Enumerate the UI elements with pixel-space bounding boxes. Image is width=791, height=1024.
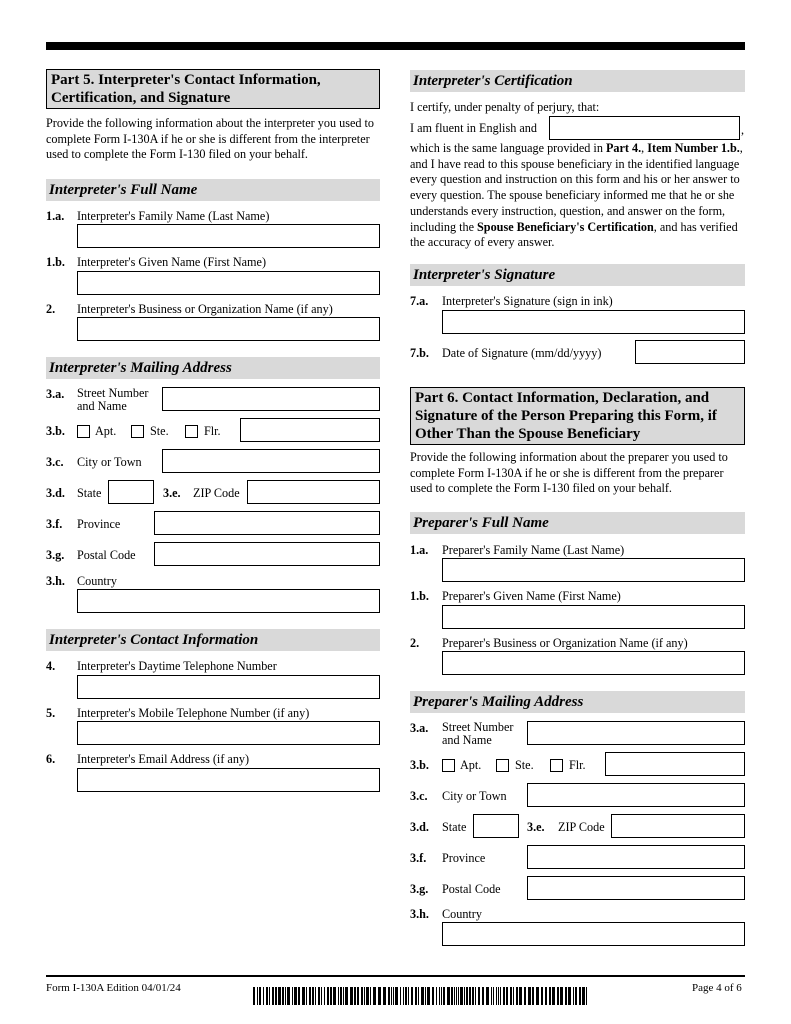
- q3c-number: 3.c.: [46, 455, 64, 469]
- barcode-bar: [568, 987, 571, 1005]
- top-rule: [46, 42, 745, 50]
- preparer-business-name-input[interactable]: [442, 651, 745, 675]
- barcode-bar: [425, 987, 426, 1005]
- barcode-bar: [361, 987, 363, 1005]
- p3h-label: Country: [442, 907, 482, 921]
- barcode-bar: [496, 987, 497, 1005]
- p1a-number: 1.a.: [410, 543, 429, 557]
- q7a-number: 7.a.: [410, 294, 429, 308]
- p3g-label: Postal Code: [442, 882, 501, 896]
- certification-paragraph: which is the same language provided in Part 4., Item Number 1.b., and I have read to this spouse beneficiary in the identified language every question and instruction on this form and his or her answer to every question. The spouse beneficiary informed me that he or she understands every instruction, question, and answer on the form, including the Spouse Beneficiary's Certification, and has verified the accuracy of every answer.: [410, 141, 743, 250]
- form-edition: Form I-130A Edition 04/01/24: [46, 982, 181, 994]
- barcode-bar: [278, 987, 281, 1005]
- interpreter-state-input[interactable]: [108, 480, 154, 504]
- barcode-bar: [466, 987, 468, 1005]
- q2-number: 2.: [46, 302, 56, 316]
- fluent-in-english-label: I am fluent in English and: [410, 121, 537, 135]
- barcode-bar: [513, 987, 514, 1005]
- barcode-bar: [421, 987, 424, 1005]
- p3a-number: 3.a.: [410, 721, 429, 735]
- barcode-bar: [500, 987, 501, 1005]
- ste-label: Ste.: [150, 424, 169, 438]
- interpreter-language-input[interactable]: [549, 116, 740, 140]
- footer-rule: [46, 975, 745, 977]
- p3d-label: State: [442, 820, 467, 834]
- preparer-mailing-address-heading: Preparer's Mailing Address: [410, 691, 745, 713]
- q6-label: Interpreter's Email Address (if any): [77, 752, 250, 766]
- part5-intro: Provide the following information about the interpreter you used to complete Form I-130A if he or she is different from the interpreter used to complete the Form I-130 filed on your behalf.: [46, 116, 374, 161]
- barcode-bar: [579, 987, 581, 1005]
- p1b-number: 1.b.: [410, 589, 429, 603]
- preparer-flr-label: Flr.: [569, 758, 586, 772]
- preparer-family-name-input[interactable]: [442, 558, 745, 582]
- p3f-number: 3.f.: [410, 851, 427, 865]
- barcode-bar: [253, 987, 255, 1005]
- barcode-bar: [350, 987, 353, 1005]
- interpreter-zip-input[interactable]: [247, 480, 380, 504]
- p3d-number: 3.d.: [410, 820, 429, 834]
- barcode-bar: [541, 987, 543, 1005]
- barcode-bar: [582, 987, 585, 1005]
- part5-title: Part 5. Interpreter's Contact Information, Certification, and Signature: [46, 69, 380, 109]
- q1b-label: Interpreter's Given Name (First Name): [77, 255, 267, 269]
- barcode-bar: [395, 987, 398, 1005]
- interpreter-signature-date-input[interactable]: [635, 340, 745, 364]
- q3f-label: Province: [77, 517, 121, 531]
- barcode-bar: [318, 987, 320, 1005]
- interpreter-mailing-address-heading: Interpreter's Mailing Address: [46, 357, 380, 379]
- barcode-bar: [266, 987, 268, 1005]
- interpreter-unit-number-input[interactable]: [240, 418, 380, 442]
- interpreter-contact-heading: Interpreter's Contact Information: [46, 629, 380, 651]
- q3c-label: City or Town: [77, 455, 142, 469]
- q3e-label: ZIP Code: [193, 486, 240, 500]
- barcode-bar: [478, 987, 480, 1005]
- barcode-bar: [510, 987, 512, 1005]
- part6-intro: Provide the following information about the preparer you used to complete Form I-130A if he or she is different from the preparer used to complete the Form I-130 filed on your behalf.: [410, 450, 728, 495]
- barcode-bar: [309, 987, 311, 1005]
- barcode-bar: [405, 987, 407, 1005]
- preparer-full-name-heading: Preparer's Full Name: [410, 512, 745, 534]
- interpreter-city-input[interactable]: [162, 449, 380, 473]
- p3c-number: 3.c.: [410, 789, 428, 803]
- barcode-bar: [327, 987, 329, 1005]
- barcode-bar: [324, 987, 325, 1005]
- interpreter-business-name-input[interactable]: [77, 317, 380, 341]
- q1b-number: 1.b.: [46, 255, 65, 269]
- q3a-label: Street Number and Name: [77, 386, 149, 413]
- p1a-label: Preparer's Family Name (Last Name): [442, 543, 625, 557]
- p3g-number: 3.g.: [410, 882, 429, 896]
- barcode-bar: [298, 987, 300, 1005]
- interpreter-signature-input[interactable]: [442, 310, 745, 334]
- barcode-bar: [456, 987, 457, 1005]
- preparer-apt-checkbox[interactable]: [442, 759, 455, 772]
- preparer-apt-label: Apt.: [460, 758, 482, 772]
- barcode-bar: [415, 987, 417, 1005]
- barcode-bar: [482, 987, 484, 1005]
- barcode-bar: [528, 987, 531, 1005]
- barcode-bar: [330, 987, 332, 1005]
- preparer-zip-input[interactable]: [611, 814, 745, 838]
- barcode-bar: [560, 987, 563, 1005]
- p3f-label: Province: [442, 851, 486, 865]
- barcode-bar: [524, 987, 526, 1005]
- interpreter-street-input[interactable]: [162, 387, 380, 411]
- flr-label: Flr.: [204, 424, 221, 438]
- interpreter-province-input[interactable]: [154, 511, 380, 535]
- interpreter-postal-code-input[interactable]: [154, 542, 380, 566]
- interpreter-mobile-phone-input[interactable]: [77, 721, 380, 745]
- barcode-bar: [285, 987, 286, 1005]
- barcode-bar: [519, 987, 522, 1005]
- barcode-bar: [282, 987, 284, 1005]
- barcode-bar: [312, 987, 314, 1005]
- barcode-bar: [263, 987, 264, 1005]
- barcode-bar: [378, 987, 381, 1005]
- barcode-bar: [333, 987, 336, 1005]
- barcode-bar: [366, 987, 369, 1005]
- barcode-bar: [403, 987, 404, 1005]
- barcode-bar: [565, 987, 567, 1005]
- page-number: Page 4 of 6: [692, 982, 742, 994]
- preparer-ste-label: Ste.: [515, 758, 534, 772]
- p3a-label: Street Number and Name: [442, 720, 514, 747]
- preparer-country-input[interactable]: [442, 922, 745, 946]
- barcode-bar: [536, 987, 539, 1005]
- q3d-number: 3.d.: [46, 486, 65, 500]
- barcode-bar: [287, 987, 290, 1005]
- q2-label: Interpreter's Business or Organization Name (if any): [77, 302, 333, 316]
- barcode-bar: [393, 987, 394, 1005]
- preparer-city-input[interactable]: [527, 783, 745, 807]
- barcode-bar: [354, 987, 356, 1005]
- preparer-province-input[interactable]: [527, 845, 745, 869]
- apt-label: Apt.: [95, 424, 117, 438]
- barcode-bar: [340, 987, 342, 1005]
- q3g-number: 3.g.: [46, 548, 65, 562]
- preparer-given-name-input[interactable]: [442, 605, 745, 629]
- q1a-number: 1.a.: [46, 209, 65, 223]
- barcode-bar: [439, 987, 440, 1005]
- barcode-bar: [343, 987, 344, 1005]
- barcode-bar: [451, 987, 453, 1005]
- q6-number: 6.: [46, 752, 56, 766]
- certification-intro: I certify, under penalty of perjury, that:: [410, 100, 600, 114]
- interpreter-full-name-heading: Interpreter's Full Name: [46, 179, 380, 201]
- barcode-bar: [306, 987, 307, 1005]
- q7b-number: 7.b.: [410, 346, 429, 360]
- barcode-bar: [557, 987, 559, 1005]
- barcode-bar: [272, 987, 274, 1005]
- barcode: [253, 987, 593, 1005]
- q1a-label: Interpreter's Family Name (Last Name): [77, 209, 270, 223]
- preparer-ste-checkbox[interactable]: [496, 759, 509, 772]
- barcode-bar: [503, 987, 505, 1005]
- barcode-bar: [269, 987, 270, 1005]
- barcode-bar: [532, 987, 534, 1005]
- barcode-bar: [552, 987, 555, 1005]
- comma: ,: [741, 123, 745, 137]
- barcode-bar: [275, 987, 277, 1005]
- barcode-bar: [432, 987, 434, 1005]
- barcode-bar: [586, 987, 587, 1005]
- barcode-bar: [458, 987, 459, 1005]
- barcode-bar: [338, 987, 339, 1005]
- interpreter-given-name-input[interactable]: [77, 271, 380, 295]
- barcode-bar: [498, 987, 499, 1005]
- barcode-bar: [259, 987, 261, 1005]
- barcode-bar: [302, 987, 305, 1005]
- barcode-bar: [460, 987, 463, 1005]
- barcode-bar: [388, 987, 390, 1005]
- barcode-bar: [475, 987, 476, 1005]
- interpreter-daytime-phone-input[interactable]: [77, 675, 380, 699]
- barcode-bar: [472, 987, 474, 1005]
- q3d-label: State: [77, 486, 102, 500]
- barcode-bar: [447, 987, 450, 1005]
- barcode-bar: [573, 987, 574, 1005]
- barcode-bar: [408, 987, 409, 1005]
- p2-label: Preparer's Business or Organization Name (if any): [442, 636, 688, 650]
- q3b-number: 3.b.: [46, 424, 65, 438]
- barcode-bar: [493, 987, 494, 1005]
- barcode-bar: [370, 987, 371, 1005]
- barcode-bar: [427, 987, 430, 1005]
- interpreter-certification-heading: Interpreter's Certification: [410, 70, 745, 92]
- barcode-bar: [441, 987, 442, 1005]
- barcode-bar: [294, 987, 297, 1005]
- apt-checkbox[interactable]: [77, 425, 90, 438]
- interpreter-email-input[interactable]: [77, 768, 380, 792]
- preparer-flr-checkbox[interactable]: [550, 759, 563, 772]
- q3a-number: 3.a.: [46, 387, 65, 401]
- p3e-label: ZIP Code: [558, 820, 605, 834]
- q3h-label: Country: [77, 574, 117, 588]
- interpreter-signature-heading: Interpreter's Signature: [410, 264, 745, 286]
- interpreter-family-name-input[interactable]: [77, 224, 380, 248]
- barcode-bar: [469, 987, 471, 1005]
- barcode-bar: [575, 987, 577, 1005]
- p2-number: 2.: [410, 636, 420, 650]
- preparer-street-input[interactable]: [527, 721, 745, 745]
- q3e-number: 3.e.: [163, 486, 181, 500]
- barcode-bar: [545, 987, 547, 1005]
- p3c-label: City or Town: [442, 789, 507, 803]
- q3f-number: 3.f.: [46, 517, 63, 531]
- flr-checkbox[interactable]: [185, 425, 198, 438]
- barcode-bar: [257, 987, 258, 1005]
- barcode-bar: [391, 987, 392, 1005]
- q3g-label: Postal Code: [77, 548, 136, 562]
- ste-checkbox[interactable]: [131, 425, 144, 438]
- q4-number: 4.: [46, 659, 56, 673]
- barcode-bar: [443, 987, 445, 1005]
- p3b-number: 3.b.: [410, 758, 429, 772]
- barcode-bar: [486, 987, 489, 1005]
- interpreter-country-input[interactable]: [77, 589, 380, 613]
- barcode-bar: [491, 987, 492, 1005]
- barcode-bar: [464, 987, 465, 1005]
- barcode-bar: [454, 987, 455, 1005]
- preparer-state-input[interactable]: [473, 814, 519, 838]
- q5-number: 5.: [46, 706, 56, 720]
- p3h-number: 3.h.: [410, 907, 429, 921]
- barcode-bar: [506, 987, 508, 1005]
- p3e-number: 3.e.: [527, 820, 545, 834]
- barcode-bar: [383, 987, 386, 1005]
- barcode-bar: [321, 987, 322, 1005]
- q5-label: Interpreter's Mobile Telephone Number (if any): [77, 706, 310, 720]
- barcode-bar: [292, 987, 293, 1005]
- barcode-bar: [345, 987, 348, 1005]
- barcode-bar: [411, 987, 413, 1005]
- barcode-bar: [436, 987, 437, 1005]
- p1b-label: Preparer's Given Name (First Name): [442, 589, 621, 603]
- q7a-label: Interpreter's Signature (sign in ink): [442, 294, 613, 308]
- preparer-unit-number-input[interactable]: [605, 752, 745, 776]
- part6-title: Part 6. Contact Information, Declaration, and Signature of the Person Preparing this Form, if Other Than the Spouse Beneficiary: [410, 387, 745, 445]
- barcode-bar: [549, 987, 551, 1005]
- barcode-bar: [315, 987, 316, 1005]
- q7b-label: Date of Signature (mm/dd/yyyy): [442, 346, 602, 360]
- barcode-bar: [364, 987, 365, 1005]
- barcode-bar: [516, 987, 518, 1005]
- barcode-bar: [357, 987, 359, 1005]
- q3h-number: 3.h.: [46, 574, 65, 588]
- q4-label: Interpreter's Daytime Telephone Number: [77, 659, 277, 673]
- barcode-bar: [373, 987, 376, 1005]
- preparer-postal-code-input[interactable]: [527, 876, 745, 900]
- barcode-bar: [400, 987, 401, 1005]
- barcode-bar: [418, 987, 419, 1005]
